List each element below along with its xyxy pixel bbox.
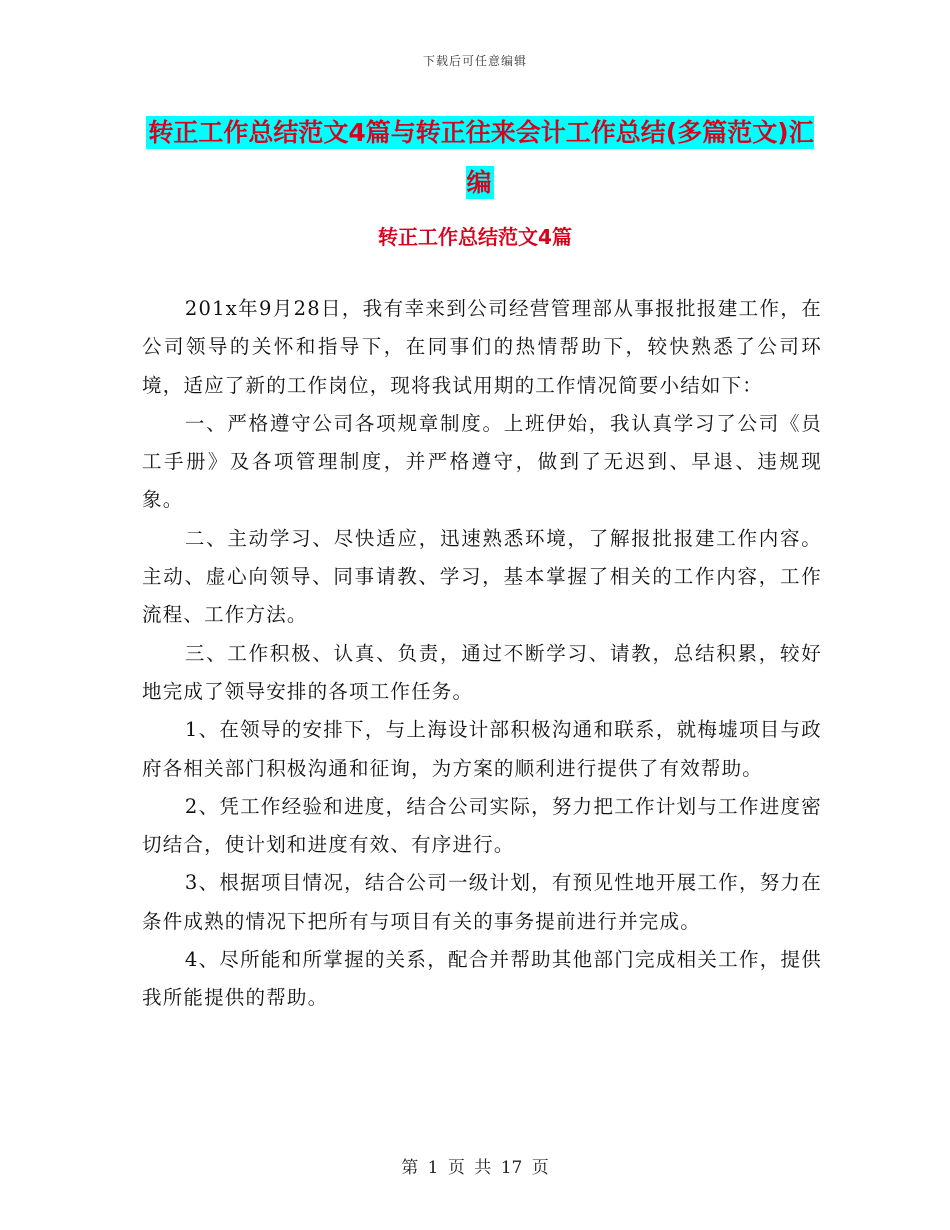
page-number: 第 1 页 共 17 页 (401, 1158, 549, 1178)
paragraph-item-2: 2、凭工作经验和进度，结合公司实际，努力把工作计划与工作进度密切结合，使计划和进度有效、有序进行。 (142, 794, 822, 857)
document-title-text: 转正工作总结范文4篇与转正往来会计工作总结(多篇范文)汇编 (148, 118, 814, 197)
document-body (142, 290, 822, 1018)
paragraph-work-attitude: 三、工作积极、认真、负责，通过不断学习、请教，总结积累，较好地完成了领导安排的各项工作任务。 (142, 641, 822, 703)
paragraph-intro: 201x年9月28日，我有幸来到公司经营管理部从事报批报建工作，在公司领导的关怀和指导下，在同事们的热情帮助下，较快熟悉了公司环境，适应了新的工作岗位，现将我试用期的工作情况简要小结如下： (142, 297, 822, 397)
paragraph-item-4: 4、尽所能和所掌握的关系，配合并帮助其他部门完成相关工作，提供我所能提供的帮助。 (142, 948, 822, 1010)
paragraph-item-3: 3、根据项目情况，结合公司一级计划，有预见性地开展工作，努力在条件成熟的情况下把所有与项目有关的事务提前进行并完成。 (142, 871, 822, 933)
document-title (140, 108, 820, 208)
page-header-note: 下载后可任意编辑 (422, 54, 527, 68)
section-title: 转正工作总结范文4篇 (378, 225, 572, 249)
paragraph-rules: 一、严格遵守公司各项规章制度。上班伊始，我认真学习了公司《员工手册》及各项管理制度，并严格遵守，做到了无迟到、早退、违规现象。 (142, 411, 822, 512)
paragraph-item-1: 1、在领导的安排下，与上海设计部积极沟通和联系，就梅墟项目与政府各相关部门积极沟通和征询，为方案的顺利进行提供了有效帮助。 (142, 718, 822, 780)
paragraph-learning: 二、主动学习、尽快适应，迅速熟悉环境，了解报批报建工作内容。主动、虚心向领导、同事请教、学习，基本掌握了相关的工作内容，工作流程、工作方法。 (142, 526, 822, 627)
